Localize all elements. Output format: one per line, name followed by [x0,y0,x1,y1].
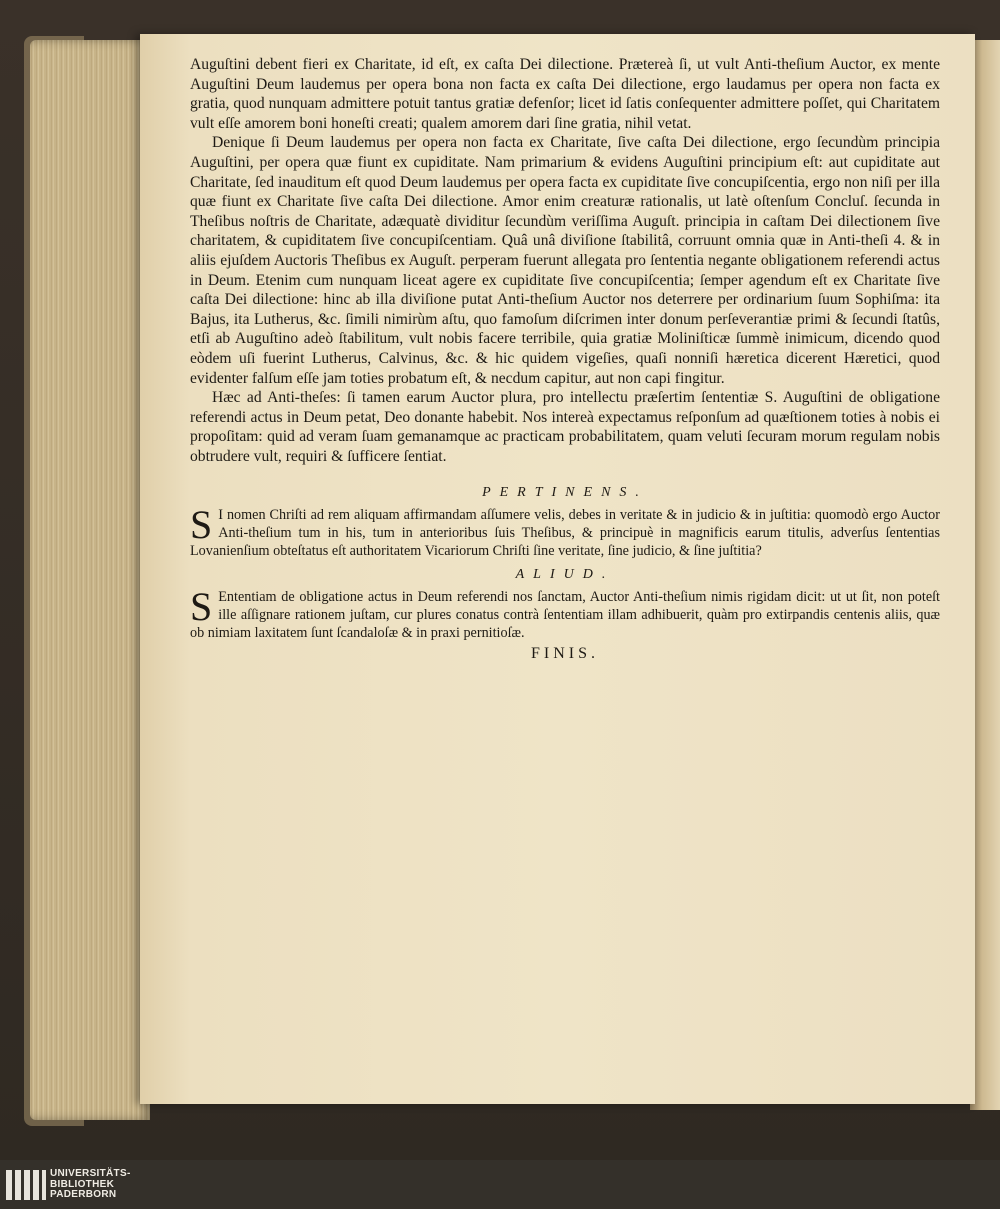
logo-line-3: PADERBORN [50,1189,117,1200]
logo-line-1: UNIVERSITÄTS- [50,1168,131,1179]
section-aliud-text: Ententiam de obligatione actus in Deum referendi nos ſanctam, Auctor Anti-theſium nimis rigidam dicit: ut ut ſit, non poteſt ille aſſignare rationem juſtam, cur plures conatus contrà ſententiam illam adhibuerit, quàm pro extirpandis centenis aliis, quæ ob nimiam laxitatem ſunt ſcandaloſæ & in praxi pernitioſæ. [190,589,940,642]
dropcap-pertinens: S [190,502,213,548]
dropcap-aliud: S [190,584,213,630]
library-logo-text [50,1169,131,1201]
paragraph-3: Hæc ad Anti-theſes: ſi tamen earum Auctor plura, pro intellectu præſertim ſententiæ S. Auguſtini de obligatione referendi actus in Deum petat, Deo donante habebit. Nos intereà expectamus reſponſum ad quæſtionem toties à nobis ei propoſitam: quid ad veram ſuam gemanamque ac practicam probabilitatem, quam veluti ſecuram morum regulam nobis obtrudere vult, requiri & ſufficere ſentiat. [190,389,940,465]
section-pertinens-text: I nomen Chriſti ad rem aliquam affirmandam aſſumere velis, debes in veritate & in judicio & in juſtitia: quomodò ergo Auctor Anti-theſium tum in his, tum in anterioribus ſuis Theſibus, & principuè in magnificis earum titulis, adverſus ſententias Lovanienſium obteſtatus eſt authoritatem Vicariorum Chriſti ſine veritate, ſine judicio, & ſine juſtitia? [190,507,940,560]
library-logo-icon [6,1170,46,1200]
book-page-edges [30,40,150,1120]
page-text-block [190,55,940,664]
section-heading-aliud: ALIUD. [515,567,615,583]
paragraph-2: Denique ſi Deum laudemus per opera non facta ex Charitate, ſive caſta Dei dilectione, ergo ſecundùm principia Auguſtini, per opera quæ fiunt ex cupiditate. Nam primarium & evidens Auguſtini principium eſt: aut cupiditate aut Charitate, ſed inauditum eſt quod Deum laudemus per opera facta ex cupiditate ſive concupiſcentia, ergo non niſi per illa quæ fiunt ex Charitate ſive caſta Dei dilectione. Amor enim creaturæ rationalis, ut latè oſtenſum Concluſ. ſecunda in Theſibus noſtris de Charitate, adæquatè dividitur ſecundùm veriſſima Auguſt. principia in caſtam Dei dilectionem ſive charitatem, & cupiditatem ſive concupiſcentiam. Quâ unâ diviſione ſtabilitâ, corruunt omnia quæ in Anti-theſi 4. & in aliis ejuſdem Auctoris Theſibus ex Auguſt. perperam fuerunt allegata pro ſententia negante obligationem referendi actus in Deum. Etenim cum nunquam liceat agere ex cupiditate ſive concupiſcentia; ſemper agendum eſt ex Charitate ſive caſta Dei dilectione: hinc ab illa diviſione putat Anti-theſium Auctor nos deterrere per ordinarium ſuum Sophiſma: ita Bajus, ita Lutherus, &c. ſimili nimirùm aſtu, quo famoſum diſcrimen inter donum perſeverantiæ primi & ſecundi ſtatûs, etſi ab Auguſtino adeò ſtabilitum, vult nobis facere terribile, quia gratiæ Moliniſticæ ſummè inimicum, dicendo quod eòdem uſi fuerint Lutherus, Calvinus, &c. & hic quidem vigeſies, quaſi nonniſi hæretica dicerent Hæretici, quod evidenter falſum eſſe jam toties probatum eſt, & necdum capitur, aut non capi fingitur. [190,134,940,387]
library-footer-bar [0,1160,1000,1209]
paragraph-1: Auguſtini debent fieri ex Charitate, id eſt, ex caſta Dei dilectione. Prætereà ſi, ut vult Anti-theſium Auctor, ex mente Auguſtini Deum laudemus per opera bona non facta ex caſta Dei dilectione, ergo laudamus per opera non facta ex gratia, quod nunquam admittere potuit tantus gratiæ defenſor; licet id ſatis conſequenter admittere poſſet, qui Charitatem vult eſſe amorem boni honeſti creati; qualem amorem dari ſine gratia, nihil vetat. [190,56,940,132]
section-pertinens-body [190,502,940,560]
section-aliud-body [190,584,940,642]
logo-line-2: BIBLIOTHEK [50,1178,115,1190]
section-heading-pertinens: PERTINENS. [482,485,648,501]
finis-label: FINIS. [530,645,599,663]
